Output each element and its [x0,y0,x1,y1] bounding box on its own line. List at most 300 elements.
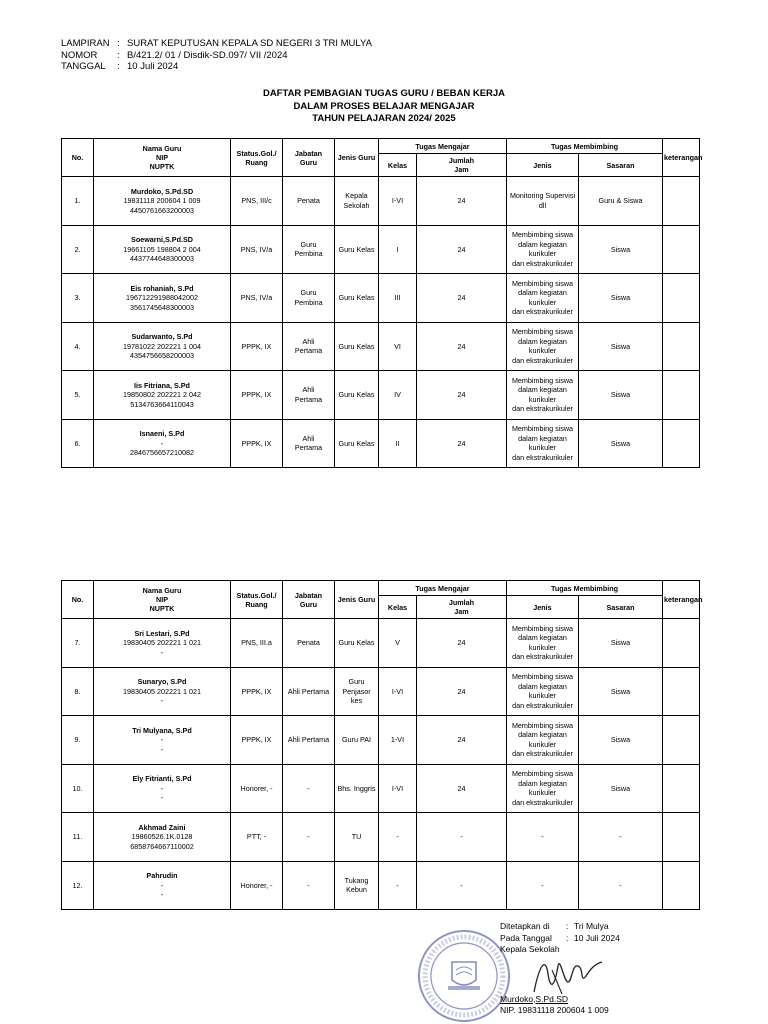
row-number [62,764,94,813]
status-golongan [231,225,283,274]
teacher-identity [94,225,231,274]
jenis-bimbingan-line: dan ekstrakurikuler [512,258,573,268]
teacher-identity-line: Akhmad Zaini [138,822,186,832]
status-golongan-line: Honorer, - [240,880,273,890]
keterangan [663,716,700,765]
header-jabatan-text: Jabatan [294,590,323,600]
sasaran [579,764,663,813]
jenis-bimbingan-line: dan ekstrakurikuler [512,749,573,759]
status-golongan-line: PPPK, IX [241,686,272,696]
header-kelas-text: Kelas [387,160,408,170]
sasaran [579,716,663,765]
jenis-guru [335,861,379,910]
header-keterangan [663,139,703,177]
teacher-table-2 [61,580,703,910]
pada-tanggal-key: Pada Tanggal [500,932,552,943]
teacher-identity-line: - [160,880,164,890]
teacher-row [62,322,700,371]
teacher-table-1 [61,138,703,468]
teacher-identity [94,371,231,420]
jenis-bimbingan-line: dalam kegiatan kurikuler [518,385,567,404]
keterangan [663,861,700,910]
jabatan-guru-line: Ahli Pertama [287,686,330,696]
jabatan-guru-line: - [307,832,310,841]
header-jenis-guru [335,581,379,619]
jumlah-jam-line: 24 [457,638,466,647]
teacher-row [62,371,700,420]
jenis-guru-line: Guru Kelas [338,244,375,254]
row-number [62,371,94,420]
row-number-line: 1. [74,196,81,205]
sasaran-line: Siswa [610,783,631,793]
teacher-identity-line: - [160,744,164,754]
status-golongan [231,177,283,226]
keterangan [663,813,700,862]
teacher-identity-line: 4437744648300003 [130,254,194,263]
jenis-bimbingan-line: dalam kegiatan kurikuler [518,633,567,652]
header-jumlah-jam-text: Jumlah [448,598,475,607]
row-number [62,274,94,323]
status-golongan [231,716,283,765]
teacher-row [62,177,700,226]
tanggal-value: 10 Juli 2024 [127,61,179,72]
jenis-bimbingan [507,764,579,813]
teacher-identity-line: - [160,890,164,899]
teacher-identity-line: 3561745648300003 [130,302,194,312]
header-status-text: Status.Gol./ [236,148,277,158]
kelas-line: - [396,880,399,890]
row-number-line: 7. [74,638,81,647]
keterangan [663,419,700,468]
status-golongan-line: PNS, IV/a [240,244,273,254]
header-jumlah-jam-text: Jam [454,165,469,174]
jenis-bimbingan-line: Membimbing siswa [511,672,574,682]
row-number-line: 3. [74,293,81,302]
jenis-guru-line: Guru Kelas [338,438,375,448]
sasaran-line: Siswa [610,390,631,399]
header-jumlah-jam-text: Jumlah [448,156,475,165]
jenis-bimbingan-line: dan ekstrakurikuler [512,404,573,414]
header-no-text: No. [71,595,84,604]
row-number-line: 2. [74,244,81,254]
jabatan-guru-line: Ahli [302,433,315,443]
header-tugas-mengajar [379,581,507,596]
header-status-text: Ruang [245,599,268,609]
keterangan [663,177,700,226]
sasaran-line: - [619,880,622,890]
jenis-bimbingan-line: Membimbing siswa [511,769,574,779]
header-jabatan-text: Guru [299,599,318,609]
teacher-identity [94,274,231,323]
row-number-line: 10. [72,783,83,793]
row-number [62,177,94,226]
header-tugas-membimbing-text: Tugas Membimbing [551,141,618,151]
separator: : [117,38,120,49]
jabatan-guru-line: Pembina [294,297,323,307]
teacher-identity-line: Pahrudin [146,871,178,880]
teacher-identity [94,716,231,765]
teacher-identity-line: 19831118 200604 1 009 [123,196,201,205]
header-sasaran [579,154,663,177]
jumlah-jam [417,322,507,371]
jenis-bimbingan-line: dalam kegiatan kurikuler [518,778,567,798]
status-golongan-line: PPPK, IX [241,735,272,744]
jenis-guru-line: Guru Kelas [338,341,375,351]
header-sasaran-text: Sasaran [606,160,635,170]
teacher-identity-line: 19661105 198804 2 004 [123,244,201,254]
status-golongan [231,813,283,862]
header-nama-guru-text: Nama Guru [142,586,182,595]
jabatan-guru [283,764,335,813]
jumlah-jam-line: 24 [457,686,466,696]
teacher-row [62,225,700,274]
jabatan-guru-line: Ahli [302,336,315,346]
status-golongan [231,274,283,323]
jumlah-jam [417,619,507,668]
teacher-row [62,861,700,910]
teacher-identity-line: 4450761663200003 [130,205,194,215]
jabatan-guru [283,177,335,226]
jenis-bimbingan-line: dalam kegiatan kurikuler [518,288,567,307]
header-no [62,139,94,177]
jabatan-guru [283,813,335,862]
title-line-3: TAHUN PELAJARAN 2024/ 2025 [312,113,456,124]
jenis-bimbingan-line: Monitoring Supervisi dll [509,191,576,210]
kelas-line: I [396,244,399,254]
keterangan [663,667,700,716]
lampiran-row [61,38,372,50]
jenis-bimbingan-line: dan ekstrakurikuler [512,452,573,462]
jenis-bimbingan-line: Membimbing siswa [511,424,574,434]
header-jenis [507,596,579,619]
jabatan-guru-line: Penata [297,196,320,205]
kelas [379,619,417,668]
jenis-guru-line: Guru Kelas [338,638,375,647]
teacher-identity-line: - [160,783,164,793]
sasaran [579,861,663,910]
title-line-2: DALAM PROSES BELAJAR MENGAJAR [293,100,475,112]
keterangan [663,274,700,323]
jenis-bimbingan-line: dalam kegiatan kurikuler [518,730,567,749]
lampiran-value: SURAT KEPUTUSAN KEPALA SD NEGERI 3 TRI MULYA [127,38,372,49]
title-line-1: DAFTAR PEMBAGIAN TUGAS GURU / BEBAN KERJA [262,88,506,99]
teacher-identity-line: - [160,696,164,705]
header-jumlah-jam-text: Jam [454,607,469,616]
jenis-bimbingan [507,619,579,668]
kelas-line: III [394,293,401,302]
sasaran [579,813,663,862]
jabatan-guru [283,419,335,468]
jenis-guru-line: Guru PAI [341,735,372,744]
header-kelas [379,154,417,177]
header-jenis-guru-text: Jenis Guru [337,595,376,604]
row-number [62,419,94,468]
jabatan-guru-line: Pertama [294,346,323,356]
kelas [379,274,417,323]
sasaran-line: Siswa [610,244,631,254]
sasaran-line: Siswa [610,293,631,302]
jumlah-jam-line: 24 [457,196,466,205]
teacher-row [62,764,700,813]
teacher-identity [94,419,231,468]
status-golongan-line: Honorer, - [240,783,273,793]
row-number [62,716,94,765]
jumlah-jam [417,764,507,813]
jenis-bimbingan-line: dalam kegiatan kurikuler [518,239,567,259]
header-keterangan-text: keterangan [664,595,703,604]
jabatan-guru [283,225,335,274]
header-jenis-guru [335,139,379,177]
status-golongan-line: PNS, IV/a [240,293,273,302]
status-golongan-line: PNS, III.a [241,638,272,647]
kelas [379,322,417,371]
jenis-guru-line: Bhs. Inggris [337,783,376,793]
teacher-identity-line: Soewarni,S.Pd.SD [131,235,193,244]
sasaran [579,371,663,420]
jenis-bimbingan-line: dan ekstrakurikuler [512,700,573,710]
jumlah-jam [417,225,507,274]
kelas [379,813,417,862]
jabatan-guru [283,716,335,765]
teacher-identity-line: Tri Mulyana, S.Pd [132,725,192,735]
row-number [62,322,94,371]
keterangan [663,225,700,274]
teacher-identity [94,861,231,910]
jenis-guru-line: Tukang [344,875,369,885]
header-nama-guru [94,139,231,177]
signatory-nip: NIP. 19831118 200604 1 009 [500,1005,609,1015]
row-number-line: 5. [74,390,81,399]
jabatan-guru-line: - [307,880,310,890]
status-golongan [231,419,283,468]
jenis-guru [335,322,379,371]
jumlah-jam-line: 24 [457,438,466,448]
status-golongan [231,667,283,716]
kelas [379,371,417,420]
jenis-bimbingan-line: Membimbing siswa [511,278,574,288]
status-golongan-line: PNS, III/c [241,196,272,205]
jabatan-guru-line: Ahli Pertama [287,735,330,744]
jumlah-jam [417,813,507,862]
teacher-row [62,419,700,468]
header-jumlah-jam [417,596,507,619]
jenis-bimbingan-line: dalam kegiatan kurikuler [518,681,567,701]
jumlah-jam-line: 24 [457,293,466,302]
kelas-line: II [395,438,400,448]
jabatan-guru-line: - [307,783,310,793]
teacher-identity-line: 19860526.1K.0128 [131,832,193,841]
row-number [62,619,94,668]
header-nama-guru [94,581,231,619]
jabatan-guru-line: Pertama [294,443,323,453]
jenis-bimbingan [507,667,579,716]
jabatan-guru-line: Ahli [302,385,315,395]
status-golongan-line: PPPK, IX [241,390,272,399]
jenis-bimbingan [507,861,579,910]
jabatan-guru-line: Pembina [294,249,323,259]
keterangan [663,619,700,668]
header-jabatan [283,139,335,177]
document-header [61,38,372,73]
teacher-identity-line: Sunaryo, S.Pd [137,677,187,686]
row-number [62,225,94,274]
jenis-guru [335,813,379,862]
header-keterangan-text: keterangan [664,153,703,162]
signatory-position: Kepala Sekolah [500,944,560,954]
jenis-bimbingan [507,716,579,765]
sasaran-line: Siswa [610,638,631,647]
jenis-bimbingan-line: dan ekstrakurikuler [512,307,573,317]
teacher-identity-line: - [160,735,164,744]
jenis-bimbingan-line: Membimbing siswa [511,375,574,385]
header-nama-guru-text: Nama Guru [142,144,182,153]
sasaran [579,667,663,716]
teacher-identity-line: Isnaeni, S.Pd [139,429,185,438]
header-nama-guru-text: NIP [156,153,168,162]
teacher-identity [94,764,231,813]
keterangan [663,764,700,813]
status-golongan-line: PTT, - [246,832,267,841]
tanggal-key: TANGGAL [61,61,106,72]
sasaran-line: Siswa [610,686,631,696]
signature-block [500,921,620,1017]
jenis-guru-line: Kebun [346,885,367,895]
kelas [379,177,417,226]
ditetapkan-row [500,921,620,933]
header-nama-guru-text: NIP [156,595,168,604]
jumlah-jam-line: - [460,832,463,841]
jenis-guru-line: Kepala [345,191,368,201]
header-sasaran [579,596,663,619]
nomor-row [61,50,372,62]
kelas [379,716,417,765]
teacher-row [62,274,700,323]
lampiran-key: LAMPIRAN [61,38,110,49]
jenis-bimbingan [507,177,579,226]
jenis-guru [335,764,379,813]
teacher-identity [94,813,231,862]
jenis-guru [335,619,379,668]
status-golongan [231,861,283,910]
jenis-guru-line: Guru [348,677,365,686]
jumlah-jam-line: 24 [457,735,466,744]
header-kelas-text: Kelas [387,602,408,612]
separator: : [566,932,569,943]
jenis-bimbingan-line: - [541,880,544,890]
jabatan-guru-line: Penata [297,638,320,647]
header-tugas-mengajar-text: Tugas Mengajar [415,583,470,593]
header-status-text: Ruang [245,157,268,167]
header-jenis-text: Jenis [533,160,552,170]
teacher-identity-line: 2846756657210082 [130,448,194,457]
kelas-line: - [396,832,399,841]
teacher-identity-line: 19830405 202221 1 021 [123,638,201,647]
kelas [379,764,417,813]
teacher-identity [94,177,231,226]
kelas [379,861,417,910]
kelas-line: I-VI [391,686,404,696]
jabatan-guru [283,861,335,910]
keterangan [663,371,700,420]
teacher-identity-line: Sudarwanto, S.Pd [131,332,193,341]
sasaran [579,419,663,468]
separator: : [117,61,120,72]
teacher-row [62,813,700,862]
jumlah-jam-line: 24 [457,390,466,399]
jenis-bimbingan-line: Membimbing siswa [511,720,574,730]
sasaran-line: Siswa [610,341,631,351]
jumlah-jam [417,419,507,468]
jenis-guru [335,274,379,323]
teacher-identity-line: 19830405 202221 1 021 [123,686,201,696]
status-golongan [231,371,283,420]
teacher-identity [94,667,231,716]
sasaran-line: Guru & Siswa [598,196,643,205]
pada-tanggal-value: 10 Juli 2024 [574,932,620,943]
header-jenis-guru-text: Jenis Guru [337,153,376,162]
header-tugas-membimbing [507,581,663,596]
row-number-line: 12. [72,880,83,890]
jenis-guru-line: Sekolah [343,200,370,210]
teacher-identity-line: 19781022 202221 1 004 [123,341,201,351]
separator: : [117,49,120,61]
separator: : [566,921,569,931]
jenis-bimbingan [507,371,579,420]
kelas-line: VI [394,341,401,351]
jumlah-jam [417,177,507,226]
header-tugas-mengajar-text: Tugas Mengajar [415,141,470,151]
teacher-identity-line: 5134763664110043 [130,399,194,409]
teacher-identity-line: Iis Fitriana, S.Pd [134,380,190,390]
jabatan-guru [283,619,335,668]
header-tugas-membimbing [507,139,663,154]
sasaran [579,225,663,274]
teacher-row [62,667,700,716]
jumlah-jam [417,371,507,420]
header-jabatan [283,581,335,619]
status-golongan-line: PPPK, IX [241,341,272,351]
teacher-identity-line: 4354756658200003 [130,351,194,360]
sasaran-line: Siswa [610,438,631,448]
kelas [379,667,417,716]
jumlah-jam-line: 24 [457,244,466,254]
jenis-guru-line: kes [350,696,363,705]
header-status [231,581,283,619]
teacher-identity-line: - [160,793,164,802]
jumlah-jam-line: 24 [457,341,466,351]
jenis-bimbingan-line: Membimbing siswa [511,623,574,633]
jenis-bimbingan [507,813,579,862]
row-number [62,667,94,716]
kelas-line: I-VI [391,196,404,205]
kelas-line: IV [394,390,401,399]
header-jumlah-jam [417,154,507,177]
jenis-bimbingan-line: dan ekstrakurikuler [512,652,573,662]
kelas-line: 1-VI [390,735,405,744]
jenis-guru-line: Penjasor [342,686,371,696]
status-golongan-line: PPPK, IX [241,438,272,448]
sasaran-line: Siswa [610,735,631,744]
status-golongan [231,322,283,371]
jenis-guru [335,716,379,765]
header-no [62,581,94,619]
document-title [0,88,768,126]
jenis-bimbingan [507,322,579,371]
sasaran [579,274,663,323]
jenis-bimbingan [507,274,579,323]
jenis-guru [335,419,379,468]
header-kelas [379,596,417,619]
